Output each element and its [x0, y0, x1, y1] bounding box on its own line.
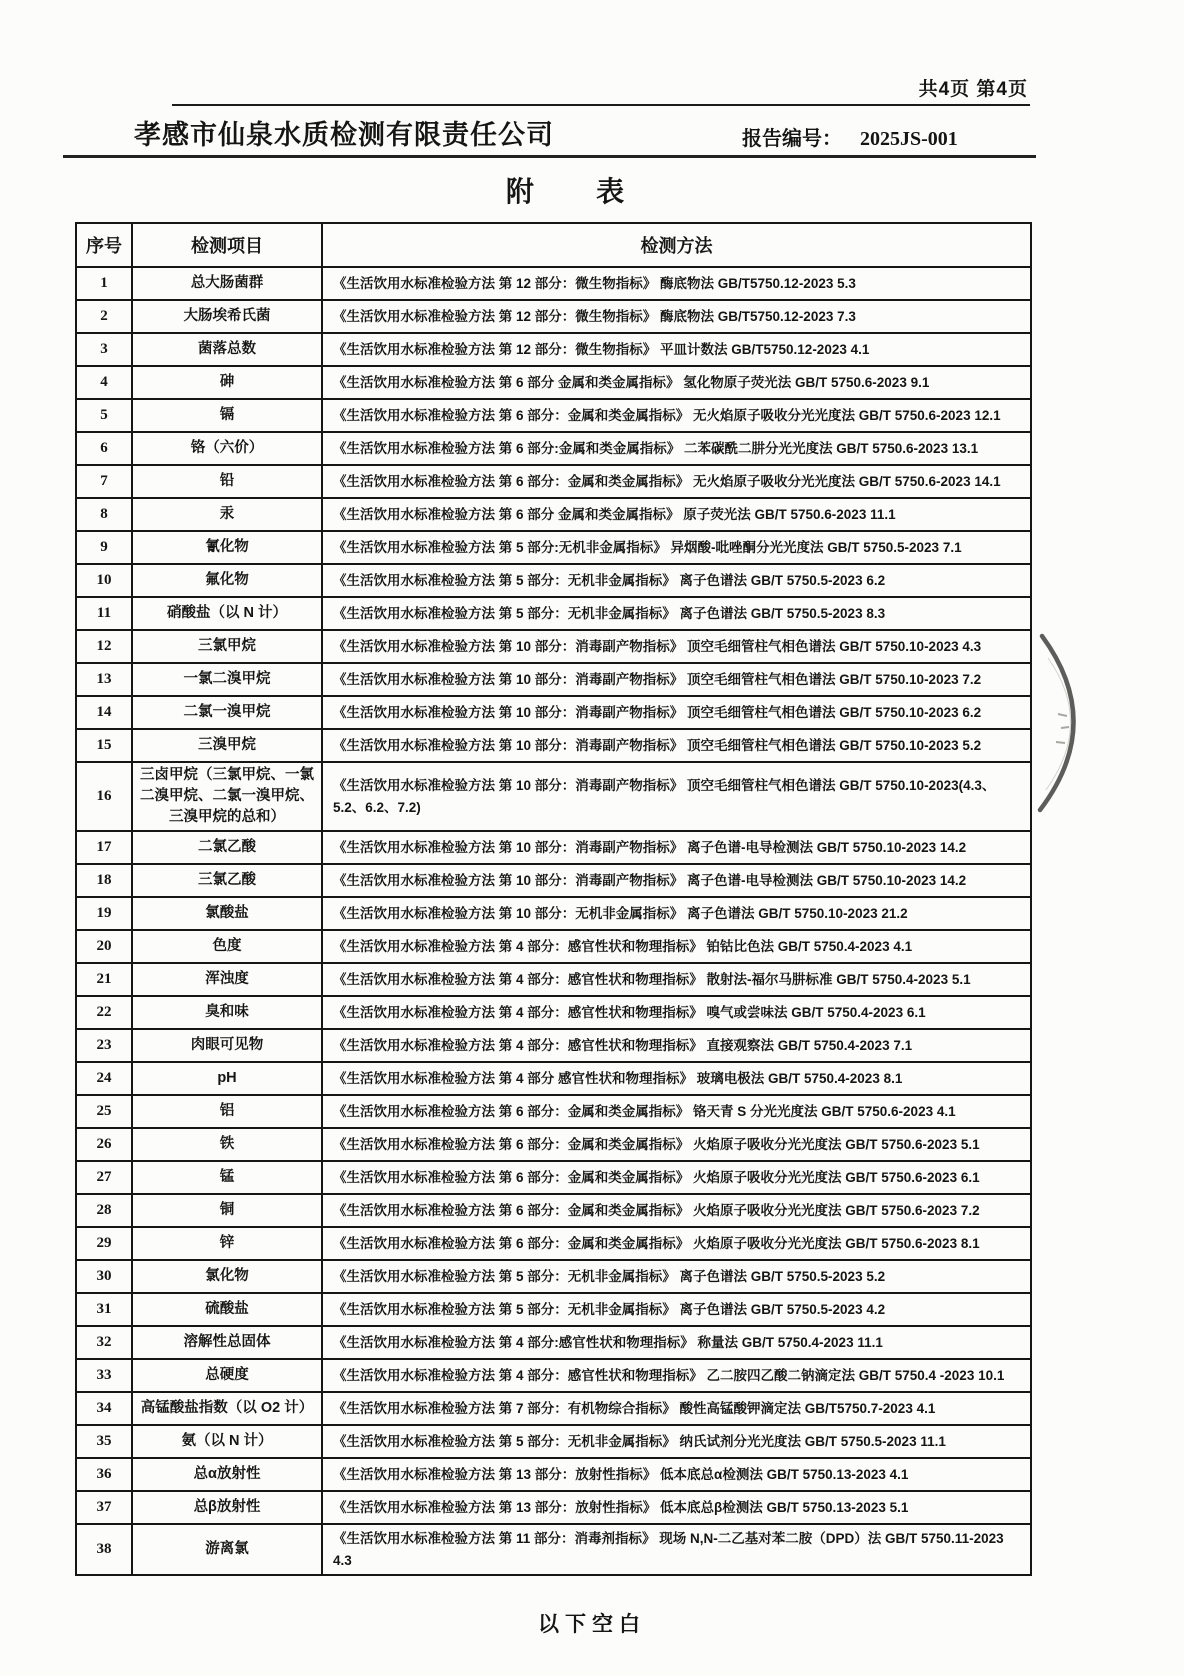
test-item-cell: pH — [132, 1062, 322, 1095]
row-number-cell: 20 — [76, 930, 132, 963]
row-number-cell: 28 — [76, 1194, 132, 1227]
table-row — [76, 1359, 1031, 1392]
test-item-cell: 大肠埃希氏菌 — [132, 300, 322, 333]
test-method-cell: 《生活饮用水标准检验方法 第 6 部分：金属和类金属指标》 铬天青 S 分光光度法 GB/T 5750.6-2023 4.1 — [322, 1095, 1031, 1128]
header-rule — [63, 155, 1036, 158]
table-row — [76, 996, 1031, 1029]
row-number-cell: 34 — [76, 1392, 132, 1425]
test-method-cell: 《生活饮用水标准检验方法 第 6 部分：金属和类金属指标》 火焰原子吸收分光光度法 GB/T 5750.6-2023 6.1 — [322, 1161, 1031, 1194]
test-method-cell: 《生活饮用水标准检验方法 第 6 部分：金属和类金属指标》 火焰原子吸收分光光度法 GB/T 5750.6-2023 5.1 — [322, 1128, 1031, 1161]
test-method-cell: 《生活饮用水标准检验方法 第 5 部分：无机非金属指标》 离子色谱法 GB/T 5750.5-2023 8.3 — [322, 597, 1031, 630]
test-method-cell: 《生活饮用水标准检验方法 第 6 部分 金属和类金属指标》 原子荧光法 GB/T 5750.6-2023 11.1 — [322, 498, 1031, 531]
test-method-cell: 《生活饮用水标准检验方法 第 5 部分：无机非金属指标》 离子色谱法 GB/T 5750.5-2023 5.2 — [322, 1260, 1031, 1293]
row-number-cell: 29 — [76, 1227, 132, 1260]
test-item-cell: 氯化物 — [132, 1260, 322, 1293]
row-number-cell: 7 — [76, 465, 132, 498]
test-method-cell: 《生活饮用水标准检验方法 第 10 部分：消毒副产物指标》 离子色谱-电导检测法 GB/T 5750.10-2023 14.2 — [322, 831, 1031, 864]
appendix-title: 附 表 — [505, 176, 625, 207]
table-row — [76, 1524, 1031, 1575]
methods-table — [75, 222, 1032, 1576]
test-method-cell: 《生活饮用水标准检验方法 第 6 部分:金属和类金属指标》 二苯碳酰二肼分光光度法 GB/T 5750.6-2023 13.1 — [322, 432, 1031, 465]
row-number-cell: 25 — [76, 1095, 132, 1128]
row-number-cell: 27 — [76, 1161, 132, 1194]
test-item-cell: 二氯一溴甲烷 — [132, 696, 322, 729]
test-item-cell: 氯酸盐 — [132, 897, 322, 930]
table-row — [76, 864, 1031, 897]
test-method-cell: 《生活饮用水标准检验方法 第 4 部分：感官性状和物理指标》 铂钴比色法 GB/T 5750.4-2023 4.1 — [322, 930, 1031, 963]
row-number-cell: 3 — [76, 333, 132, 366]
row-number-cell: 21 — [76, 963, 132, 996]
test-method-cell: 《生活饮用水标准检验方法 第 12 部分：微生物指标》 酶底物法 GB/T5750.12-2023 7.3 — [322, 300, 1031, 333]
test-item-cell: 氨（以 N 计） — [132, 1425, 322, 1458]
test-method-cell: 《生活饮用水标准检验方法 第 10 部分：消毒副产物指标》 顶空毛细管柱气相色谱法 GB/T 5750.10-2023 6.2 — [322, 696, 1031, 729]
row-number-cell: 2 — [76, 300, 132, 333]
col-header-method: 检测方法 — [322, 223, 1031, 267]
test-method-cell: 《生活饮用水标准检验方法 第 4 部分：感官性状和物理指标》 散射法-福尔马肼标准 GB/T 5750.4-2023 5.1 — [322, 963, 1031, 996]
row-number-cell: 4 — [76, 366, 132, 399]
table-row — [76, 399, 1031, 432]
table-row — [76, 1227, 1031, 1260]
test-item-cell: 溶解性总固体 — [132, 1326, 322, 1359]
test-item-cell: 硫酸盐 — [132, 1293, 322, 1326]
report-number-value: 2025JS-001 — [860, 128, 958, 150]
test-item-cell: 镉 — [132, 399, 322, 432]
row-number-cell: 1 — [76, 267, 132, 300]
test-item-cell: 氟化物 — [132, 564, 322, 597]
table-row — [76, 1128, 1031, 1161]
table-row — [76, 564, 1031, 597]
test-item-cell: 铜 — [132, 1194, 322, 1227]
test-item-cell: 汞 — [132, 498, 322, 531]
test-method-cell: 《生活饮用水标准检验方法 第 11 部分：消毒剂指标》 现场 N,N-二乙基对苯二胺（DPD）法 GB/T 5750.11-2023 4.3 — [322, 1524, 1031, 1575]
table-row — [76, 366, 1031, 399]
table-row — [76, 729, 1031, 762]
report-number-label: 报告编号： — [742, 128, 842, 150]
test-method-cell: 《生活饮用水标准检验方法 第 4 部分:感官性状和物理指标》 称量法 GB/T 5750.4-2023 11.1 — [322, 1326, 1031, 1359]
test-method-cell: 《生活饮用水标准检验方法 第 10 部分：消毒副产物指标》 顶空毛细管柱气相色谱法 GB/T 5750.10-2023(4.3、5.2、6.2、7.2) — [322, 762, 1031, 831]
table-row — [76, 930, 1031, 963]
row-number-cell: 14 — [76, 696, 132, 729]
row-number-cell: 18 — [76, 864, 132, 897]
test-method-cell: 《生活饮用水标准检验方法 第 5 部分：无机非金属指标》 离子色谱法 GB/T 5750.5-2023 6.2 — [322, 564, 1031, 597]
row-number-cell: 23 — [76, 1029, 132, 1062]
test-item-cell: 铅 — [132, 465, 322, 498]
test-method-cell: 《生活饮用水标准检验方法 第 10 部分：消毒副产物指标》 顶空毛细管柱气相色谱法 GB/T 5750.10-2023 4.3 — [322, 630, 1031, 663]
col-header-no: 序号 — [76, 223, 132, 267]
test-method-cell: 《生活饮用水标准检验方法 第 7 部分：有机物综合指标》 酸性高锰酸钾滴定法 GB/T5750.7-2023 4.1 — [322, 1392, 1031, 1425]
test-item-cell: 菌落总数 — [132, 333, 322, 366]
table-row — [76, 1425, 1031, 1458]
test-item-cell: 三氯乙酸 — [132, 864, 322, 897]
row-number-cell: 37 — [76, 1491, 132, 1524]
test-item-cell: 锰 — [132, 1161, 322, 1194]
test-item-cell: 锌 — [132, 1227, 322, 1260]
test-item-cell: 一氯二溴甲烷 — [132, 663, 322, 696]
table-row — [76, 1260, 1031, 1293]
footer-note: 以下空白 — [538, 1613, 646, 1636]
table-row — [76, 897, 1031, 930]
test-method-cell: 《生活饮用水标准检验方法 第 12 部分：微生物指标》 平皿计数法 GB/T5750.12-2023 4.1 — [322, 333, 1031, 366]
row-number-cell: 15 — [76, 729, 132, 762]
test-item-cell: 砷 — [132, 366, 322, 399]
test-item-cell: 总α放射性 — [132, 1458, 322, 1491]
row-number-cell: 31 — [76, 1293, 132, 1326]
test-item-cell: 浑浊度 — [132, 963, 322, 996]
page-indicator: 共4页 第4页 — [918, 79, 1028, 100]
table-row — [76, 1293, 1031, 1326]
test-method-cell: 《生活饮用水标准检验方法 第 6 部分：金属和类金属指标》 火焰原子吸收分光光度法 GB/T 5750.6-2023 8.1 — [322, 1227, 1031, 1260]
test-item-cell: 硝酸盐（以 N 计） — [132, 597, 322, 630]
test-method-cell: 《生活饮用水标准检验方法 第 5 部分:无机非金属指标》 异烟酸-吡唑酮分光光度法 GB/T 5750.5-2023 7.1 — [322, 531, 1031, 564]
table-row — [76, 1491, 1031, 1524]
row-number-cell: 5 — [76, 399, 132, 432]
test-method-cell: 《生活饮用水标准检验方法 第 13 部分：放射性指标》 低本底总β检测法 GB/T 5750.13-2023 5.1 — [322, 1491, 1031, 1524]
table-row — [76, 531, 1031, 564]
stamp-arc — [1028, 628, 1108, 818]
test-method-cell: 《生活饮用水标准检验方法 第 6 部分：金属和类金属指标》 无火焰原子吸收分光光度法 GB/T 5750.6-2023 14.1 — [322, 465, 1031, 498]
page-indicator-underline — [172, 104, 1030, 106]
row-number-cell: 9 — [76, 531, 132, 564]
table-header-row — [76, 223, 1031, 267]
test-item-cell: 三溴甲烷 — [132, 729, 322, 762]
test-item-cell: 三氯甲烷 — [132, 630, 322, 663]
table-row — [76, 1095, 1031, 1128]
test-method-cell: 《生活饮用水标准检验方法 第 5 部分：无机非金属指标》 离子色谱法 GB/T 5750.5-2023 4.2 — [322, 1293, 1031, 1326]
company-name: 孝感市仙泉水质检测有限责任公司 — [134, 120, 554, 150]
row-number-cell: 26 — [76, 1128, 132, 1161]
table-row — [76, 597, 1031, 630]
table-row — [76, 1062, 1031, 1095]
col-header-item: 检测项目 — [132, 223, 322, 267]
row-number-cell: 19 — [76, 897, 132, 930]
row-number-cell: 36 — [76, 1458, 132, 1491]
table-row — [76, 762, 1031, 831]
table-row — [76, 1161, 1031, 1194]
table-row — [76, 432, 1031, 465]
table-row — [76, 630, 1031, 663]
table-row — [76, 963, 1031, 996]
test-item-cell: 铬（六价） — [132, 432, 322, 465]
table-row — [76, 696, 1031, 729]
table-row — [76, 831, 1031, 864]
row-number-cell: 33 — [76, 1359, 132, 1392]
row-number-cell: 6 — [76, 432, 132, 465]
test-item-cell: 总大肠菌群 — [132, 267, 322, 300]
test-method-cell: 《生活饮用水标准检验方法 第 4 部分 感官性状和物理指标》 玻璃电极法 GB/T 5750.4-2023 8.1 — [322, 1062, 1031, 1095]
test-item-cell: 肉眼可见物 — [132, 1029, 322, 1062]
table-row — [76, 1194, 1031, 1227]
row-number-cell: 16 — [76, 762, 132, 831]
test-item-cell: 色度 — [132, 930, 322, 963]
table-row — [76, 1392, 1031, 1425]
test-item-cell: 铝 — [132, 1095, 322, 1128]
test-method-cell: 《生活饮用水标准检验方法 第 5 部分：无机非金属指标》 纳氏试剂分光光度法 GB/T 5750.5-2023 11.1 — [322, 1425, 1031, 1458]
row-number-cell: 12 — [76, 630, 132, 663]
test-method-cell: 《生活饮用水标准检验方法 第 13 部分：放射性指标》 低本底总α检测法 GB/T 5750.13-2023 4.1 — [322, 1458, 1031, 1491]
table-row — [76, 1458, 1031, 1491]
test-item-cell: 总β放射性 — [132, 1491, 322, 1524]
row-number-cell: 22 — [76, 996, 132, 1029]
report-number — [742, 122, 958, 151]
table-row — [76, 300, 1031, 333]
test-method-cell: 《生活饮用水标准检验方法 第 4 部分：感官性状和物理指标》 嗅气或尝味法 GB/T 5750.4-2023 6.1 — [322, 996, 1031, 1029]
test-item-cell: 氰化物 — [132, 531, 322, 564]
test-item-cell: 高锰酸盐指数（以 O2 计） — [132, 1392, 322, 1425]
test-method-cell: 《生活饮用水标准检验方法 第 10 部分：消毒副产物指标》 顶空毛细管柱气相色谱法 GB/T 5750.10-2023 5.2 — [322, 729, 1031, 762]
row-number-cell: 35 — [76, 1425, 132, 1458]
test-method-cell: 《生活饮用水标准检验方法 第 4 部分：感官性状和物理指标》 乙二胺四乙酸二钠滴定法 GB/T 5750.4 -2023 10.1 — [322, 1359, 1031, 1392]
test-method-cell: 《生活饮用水标准检验方法 第 10 部分：无机非金属指标》 离子色谱法 GB/T 5750.10-2023 21.2 — [322, 897, 1031, 930]
row-number-cell: 30 — [76, 1260, 132, 1293]
row-number-cell: 38 — [76, 1524, 132, 1575]
test-method-cell: 《生活饮用水标准检验方法 第 10 部分：消毒副产物指标》 离子色谱-电导检测法 GB/T 5750.10-2023 14.2 — [322, 864, 1031, 897]
test-method-cell: 《生活饮用水标准检验方法 第 12 部分：微生物指标》 酶底物法 GB/T5750.12-2023 5.3 — [322, 267, 1031, 300]
row-number-cell: 11 — [76, 597, 132, 630]
table-row — [76, 333, 1031, 366]
table-row — [76, 663, 1031, 696]
test-method-cell: 《生活饮用水标准检验方法 第 6 部分：金属和类金属指标》 无火焰原子吸收分光光度法 GB/T 5750.6-2023 12.1 — [322, 399, 1031, 432]
test-method-cell: 《生活饮用水标准检验方法 第 4 部分：感官性状和物理指标》 直接观察法 GB/T 5750.4-2023 7.1 — [322, 1029, 1031, 1062]
table-row — [76, 1029, 1031, 1062]
test-item-cell: 臭和味 — [132, 996, 322, 1029]
row-number-cell: 8 — [76, 498, 132, 531]
row-number-cell: 13 — [76, 663, 132, 696]
row-number-cell: 17 — [76, 831, 132, 864]
table-row — [76, 465, 1031, 498]
test-item-cell: 铁 — [132, 1128, 322, 1161]
test-item-cell: 总硬度 — [132, 1359, 322, 1392]
table-row — [76, 498, 1031, 531]
test-item-cell: 二氯乙酸 — [132, 831, 322, 864]
test-method-cell: 《生活饮用水标准检验方法 第 6 部分：金属和类金属指标》 火焰原子吸收分光光度法 GB/T 5750.6-2023 7.2 — [322, 1194, 1031, 1227]
test-item-cell: 三卤甲烷（三氯甲烷、一氯二溴甲烷、二氯一溴甲烷、三溴甲烷的总和） — [132, 762, 322, 831]
test-method-cell: 《生活饮用水标准检验方法 第 6 部分 金属和类金属指标》 氢化物原子荧光法 GB/T 5750.6-2023 9.1 — [322, 366, 1031, 399]
table-row — [76, 267, 1031, 300]
table-row — [76, 1326, 1031, 1359]
test-method-cell: 《生活饮用水标准检验方法 第 10 部分：消毒副产物指标》 顶空毛细管柱气相色谱法 GB/T 5750.10-2023 7.2 — [322, 663, 1031, 696]
row-number-cell: 32 — [76, 1326, 132, 1359]
row-number-cell: 24 — [76, 1062, 132, 1095]
row-number-cell: 10 — [76, 564, 132, 597]
test-item-cell: 游离氯 — [132, 1524, 322, 1575]
